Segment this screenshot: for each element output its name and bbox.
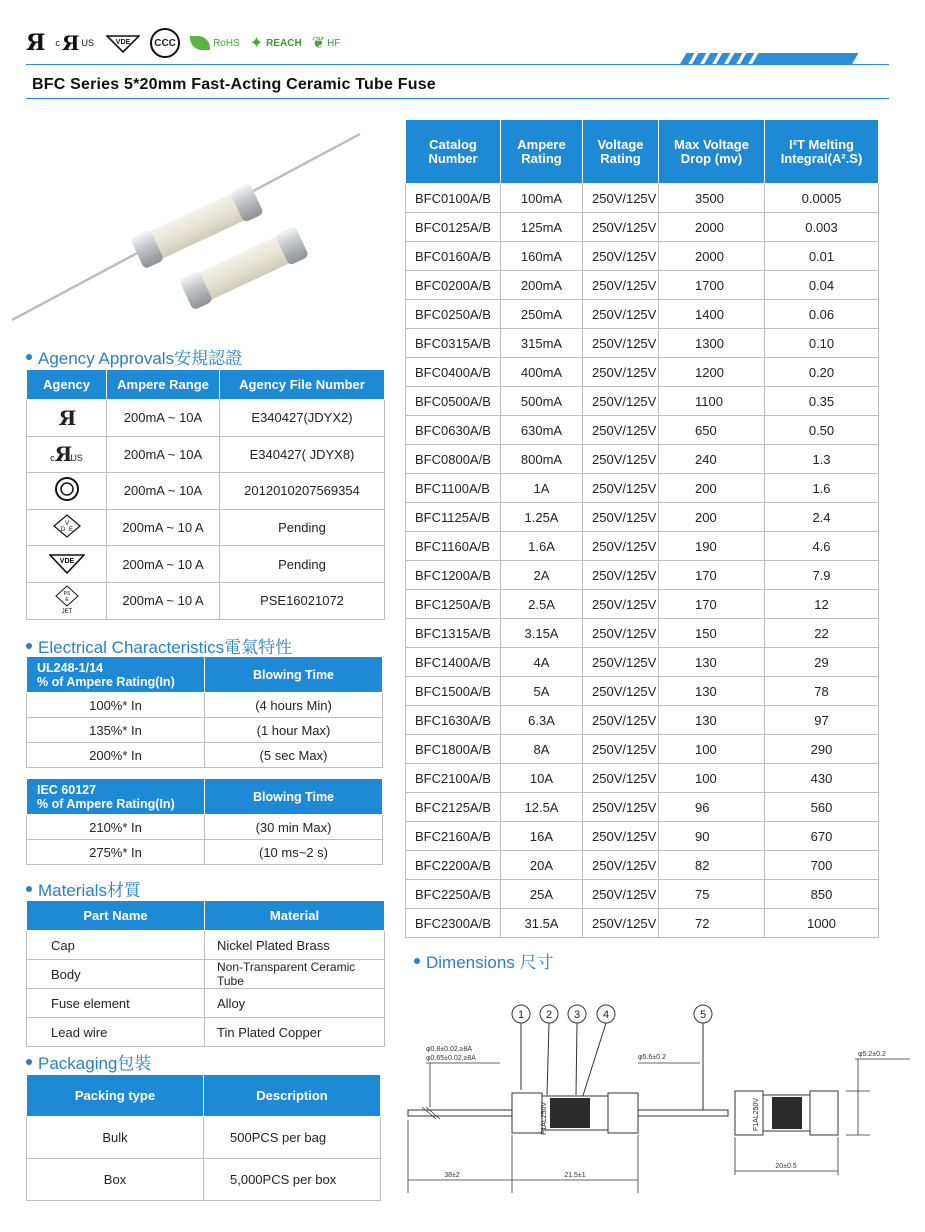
ampere-rating: 2.5A — [501, 590, 583, 619]
voltage-drop: 72 — [659, 909, 765, 938]
voltage-drop: 130 — [659, 706, 765, 735]
voltage-rating: 250V/125V — [583, 706, 659, 735]
table-row: 275%* In (10 ms~2 s) — [27, 840, 383, 865]
table-row: Body Non-Transparent Ceramic Tube — [27, 960, 385, 989]
catalog-number: BFC0250A/B — [406, 300, 501, 329]
catalog-number: BFC2250A/B — [406, 880, 501, 909]
hf-logo-icon: ❦ HF — [311, 35, 341, 52]
col-agency-file: Agency File Number — [220, 370, 385, 400]
table-row — [406, 474, 879, 503]
vde-d-icon — [27, 509, 107, 546]
ccc-logo-icon: CCC — [150, 28, 180, 58]
ampere-rating: 160mA — [501, 242, 583, 271]
col-blowing-time: Blowing Time — [205, 657, 383, 693]
i2t-value: 12 — [765, 590, 879, 619]
iec-blowing-table — [26, 778, 383, 865]
catalog-number: BFC1500A/B — [406, 677, 501, 706]
table-row — [406, 532, 879, 561]
table-row: 135%* In (1 hour Max) — [27, 718, 383, 743]
table-row — [406, 561, 879, 590]
callout-5: 5 — [699, 1009, 707, 1021]
ampere-rating: 315mA — [501, 329, 583, 358]
table-row — [406, 503, 879, 532]
ampere-rating: 125mA — [501, 213, 583, 242]
catalog-number: BFC1100A/B — [406, 474, 501, 503]
voltage-drop: 82 — [659, 851, 765, 880]
bullet-icon — [26, 643, 32, 649]
col-catalog-number: Catalog Number — [406, 120, 501, 184]
voltage-rating: 250V/125V — [583, 474, 659, 503]
table-row — [406, 909, 879, 938]
reach-logo-icon: ✦ REACH — [249, 35, 302, 52]
agency-table — [26, 369, 385, 620]
i2t-value: 850 — [765, 880, 879, 909]
electrical-heading: Electrical Characteristics電氣特性 — [26, 633, 292, 658]
i2t-value: 0.0005 — [765, 184, 879, 213]
voltage-rating: 250V/125V — [583, 329, 659, 358]
voltage-rating: 250V/125V — [583, 793, 659, 822]
col-voltage-rating: Voltage Rating — [583, 120, 659, 184]
voltage-rating: 250V/125V — [583, 648, 659, 677]
element-mesh-bare — [772, 1097, 802, 1129]
table-row — [406, 619, 879, 648]
ampere-rating: 20A — [501, 851, 583, 880]
table-row — [406, 735, 879, 764]
table-row: Я 200mA ~ 10A E340427(JDYX2) — [27, 400, 385, 437]
bullet-icon — [26, 886, 32, 892]
ampere-rating: 10A — [501, 764, 583, 793]
voltage-drop: 200 — [659, 503, 765, 532]
voltage-drop: 190 — [659, 532, 765, 561]
voltage-rating: 250V/125V — [583, 764, 659, 793]
i2t-value: 0.04 — [765, 271, 879, 300]
body-dia-label: φ5.2±0.2 — [858, 1051, 886, 1058]
table-row — [406, 184, 879, 213]
bullet-icon — [26, 354, 32, 360]
col-packing-type: Packing type — [27, 1075, 204, 1117]
i2t-value: 670 — [765, 822, 879, 851]
ampere-rating: 500mA — [501, 387, 583, 416]
voltage-rating: 250V/125V — [583, 416, 659, 445]
element-mesh — [550, 1098, 590, 1128]
dimensions-heading: Dimensions 尺寸 — [414, 948, 554, 973]
svg-text:D: D — [60, 527, 65, 534]
voltage-drop: 200 — [659, 474, 765, 503]
voltage-rating: 250V/125V — [583, 880, 659, 909]
col-description: Description — [204, 1075, 381, 1117]
i2t-value: 22 — [765, 619, 879, 648]
wire-dia-label-1: φ0.8±0.02,≥8A — [426, 1046, 473, 1053]
ampere-rating: 1.25A — [501, 503, 583, 532]
materials-heading: Materials材質 — [26, 876, 141, 901]
voltage-drop: 130 — [659, 648, 765, 677]
voltage-drop: 1200 — [659, 358, 765, 387]
table-row — [406, 358, 879, 387]
ampere-rating: 1.6A — [501, 532, 583, 561]
svg-text:E: E — [64, 597, 69, 604]
wire-dia-label-2: φ0.65±0.02,≥8A — [426, 1055, 476, 1062]
svg-text:JET: JET — [61, 609, 72, 615]
table-row — [406, 590, 879, 619]
callout-2: 2 — [545, 1009, 553, 1021]
voltage-drop: 1400 — [659, 300, 765, 329]
callout-1: 1 — [517, 1009, 525, 1021]
ampere-rating: 800mA — [501, 445, 583, 474]
table-row — [406, 213, 879, 242]
catalog-number: BFC2100A/B — [406, 764, 501, 793]
voltage-rating: 250V/125V — [583, 358, 659, 387]
i2t-value: 78 — [765, 677, 879, 706]
catalog-number: BFC1400A/B — [406, 648, 501, 677]
cap-dia-label: φ5.6±0.2 — [638, 1054, 666, 1061]
cul-icon: cЯUS — [27, 436, 107, 473]
voltage-drop: 90 — [659, 822, 765, 851]
col-i2t-melting: I²T Melting Integral(A².S) — [765, 120, 879, 184]
ampere-rating: 2A — [501, 561, 583, 590]
voltage-drop: 96 — [659, 793, 765, 822]
header-divider-bottom — [26, 98, 889, 99]
lead-length-label: 38±2 — [444, 1172, 460, 1179]
bullet-icon — [26, 1059, 32, 1065]
ampere-rating: 100mA — [501, 184, 583, 213]
voltage-rating: 250V/125V — [583, 619, 659, 648]
callout-3: 3 — [573, 1009, 581, 1021]
catalog-number: BFC0100A/B — [406, 184, 501, 213]
fuse-marking-bare: F1AL250V — [753, 1097, 760, 1131]
catalog-number: BFC1200A/B — [406, 561, 501, 590]
table-row — [406, 242, 879, 271]
ampere-rating: 12.5A — [501, 793, 583, 822]
ampere-rating: 3.15A — [501, 619, 583, 648]
ul-icon: Я — [27, 400, 107, 437]
i2t-value: 0.10 — [765, 329, 879, 358]
catalog-number: BFC2160A/B — [406, 822, 501, 851]
voltage-rating: 250V/125V — [583, 300, 659, 329]
ul-blowing-table — [26, 656, 383, 768]
ampere-rating: 16A — [501, 822, 583, 851]
i2t-value: 0.01 — [765, 242, 879, 271]
catalog-number: BFC0630A/B — [406, 416, 501, 445]
voltage-rating: 250V/125V — [583, 677, 659, 706]
voltage-rating: 250V/125V — [583, 532, 659, 561]
ampere-rating: 630mA — [501, 416, 583, 445]
table-row — [406, 880, 879, 909]
ampere-rating: 5A — [501, 677, 583, 706]
table-row: 200%* In (5 sec Max) — [27, 743, 383, 768]
i2t-value: 97 — [765, 706, 879, 735]
cul-logo-icon: c Я US — [55, 31, 95, 55]
i2t-value: 560 — [765, 793, 879, 822]
voltage-rating: 250V/125V — [583, 735, 659, 764]
ampere-rating: 200mA — [501, 271, 583, 300]
voltage-rating: 250V/125V — [583, 242, 659, 271]
col-max-voltage-drop: Max Voltage Drop (mv) — [659, 120, 765, 184]
ampere-rating: 1A — [501, 474, 583, 503]
ampere-rating: 31.5A — [501, 909, 583, 938]
catalog-number: BFC0800A/B — [406, 445, 501, 474]
ccc-icon — [27, 473, 107, 510]
i2t-value: 7.9 — [765, 561, 879, 590]
table-row: Lead wire Tin Plated Copper — [27, 1018, 385, 1047]
voltage-rating: 250V/125V — [583, 909, 659, 938]
table-row — [406, 416, 879, 445]
i2t-value: 430 — [765, 764, 879, 793]
catalog-number: BFC1125A/B — [406, 503, 501, 532]
catalog-number: BFC0400A/B — [406, 358, 501, 387]
col-ul-percent: UL248-1/14 % of Ampere Rating(In) — [27, 657, 205, 693]
col-agency: Agency — [27, 370, 107, 400]
vde-logo-icon — [106, 33, 140, 53]
voltage-drop: 1700 — [659, 271, 765, 300]
voltage-rating: 250V/125V — [583, 213, 659, 242]
i2t-value: 290 — [765, 735, 879, 764]
i2t-value: 29 — [765, 648, 879, 677]
catalog-table — [405, 119, 879, 938]
ampere-rating: 4A — [501, 648, 583, 677]
fuse-photo — [12, 128, 392, 328]
catalog-number: BFC1160A/B — [406, 532, 501, 561]
pse-jet-icon — [27, 582, 107, 619]
catalog-number: BFC0200A/B — [406, 271, 501, 300]
table-row: 200mA ~ 10A 2012010207569354 — [27, 473, 385, 510]
ampere-rating: 400mA — [501, 358, 583, 387]
voltage-drop: 75 — [659, 880, 765, 909]
fuse-marking: F1AL250V — [541, 1101, 548, 1135]
table-row — [406, 706, 879, 735]
table-row: cЯUS 200mA ~ 10A E340427( JDYX8) — [27, 436, 385, 473]
table-row: Box 5,000PCS per box — [27, 1159, 381, 1201]
table-row — [406, 300, 879, 329]
body-length-label: 20±0.5 — [775, 1163, 797, 1170]
catalog-number: BFC0315A/B — [406, 329, 501, 358]
table-row — [406, 329, 879, 358]
voltage-drop: 150 — [659, 619, 765, 648]
catalog-number: BFC0160A/B — [406, 242, 501, 271]
i2t-value: 700 — [765, 851, 879, 880]
col-iec-percent: IEC 60127 % of Ampere Rating(In) — [27, 779, 205, 815]
i2t-value: 0.20 — [765, 358, 879, 387]
table-row: 210%* In (30 min Max) — [27, 815, 383, 840]
i2t-value: 0.003 — [765, 213, 879, 242]
catalog-number: BFC1315A/B — [406, 619, 501, 648]
dimensions-drawing — [400, 995, 910, 1205]
ampere-rating: 6.3A — [501, 706, 583, 735]
catalog-number: BFC2300A/B — [406, 909, 501, 938]
bullet-icon — [414, 958, 420, 964]
table-row — [406, 851, 879, 880]
table-row — [406, 822, 879, 851]
packaging-table — [26, 1074, 381, 1201]
voltage-rating: 250V/125V — [583, 445, 659, 474]
catalog-number: BFC1800A/B — [406, 735, 501, 764]
col-part-name: Part Name — [27, 901, 205, 931]
certification-logos — [26, 28, 340, 58]
ampere-rating: 25A — [501, 880, 583, 909]
voltage-rating: 250V/125V — [583, 387, 659, 416]
i2t-value: 0.35 — [765, 387, 879, 416]
callout-4: 4 — [602, 1009, 610, 1021]
agency-heading: Agency Approvals安規認證 — [26, 344, 242, 369]
i2t-value: 2.4 — [765, 503, 879, 532]
col-material: Material — [205, 901, 385, 931]
table-row — [406, 764, 879, 793]
col-blowing-time: Blowing Time — [205, 779, 383, 815]
i2t-value: 1.6 — [765, 474, 879, 503]
vde-icon — [27, 546, 107, 583]
voltage-drop: 1300 — [659, 329, 765, 358]
packaging-heading: Packaging包裝 — [26, 1049, 151, 1074]
voltage-rating: 250V/125V — [583, 590, 659, 619]
header-divider-top — [26, 64, 889, 65]
table-row — [406, 793, 879, 822]
svg-text:V: V — [64, 521, 69, 528]
catalog-number: BFC0125A/B — [406, 213, 501, 242]
voltage-rating: 250V/125V — [583, 503, 659, 532]
voltage-rating: 250V/125V — [583, 271, 659, 300]
svg-text:VDE: VDE — [115, 39, 131, 46]
voltage-drop: 1100 — [659, 387, 765, 416]
i2t-value: 4.6 — [765, 532, 879, 561]
table-row: Fuse element Alloy — [27, 989, 385, 1018]
voltage-drop: 2000 — [659, 242, 765, 271]
body-length-lead-label: 21.5±1 — [564, 1172, 586, 1179]
rohs-logo-icon: RoHS — [190, 36, 240, 50]
catalog-number: BFC2125A/B — [406, 793, 501, 822]
catalog-number: BFC2200A/B — [406, 851, 501, 880]
table-row: 100%* In (4 hours Min) — [27, 693, 383, 718]
catalog-number: BFC1630A/B — [406, 706, 501, 735]
table-row — [406, 271, 879, 300]
voltage-drop: 3500 — [659, 184, 765, 213]
i2t-value: 0.50 — [765, 416, 879, 445]
voltage-drop: 170 — [659, 561, 765, 590]
table-row — [406, 648, 879, 677]
ul-logo-icon: Я — [26, 30, 44, 56]
svg-text:E: E — [68, 527, 73, 534]
voltage-drop: 170 — [659, 590, 765, 619]
table-row — [406, 677, 879, 706]
voltage-drop: 100 — [659, 764, 765, 793]
i2t-value: 0.06 — [765, 300, 879, 329]
svg-text:PS: PS — [63, 591, 70, 598]
voltage-rating: 250V/125V — [583, 184, 659, 213]
catalog-number: BFC1250A/B — [406, 590, 501, 619]
voltage-rating: 250V/125V — [583, 851, 659, 880]
col-ampere-range: Ampere Range — [107, 370, 220, 400]
svg-text:VDE: VDE — [59, 557, 74, 565]
voltage-rating: 250V/125V — [583, 822, 659, 851]
page-title: BFC Series 5*20mm Fast-Acting Ceramic Tube Fuse — [32, 76, 436, 93]
table-row — [406, 387, 879, 416]
voltage-drop: 2000 — [659, 213, 765, 242]
table-row: Cap Nickel Plated Brass — [27, 931, 385, 960]
col-ampere-rating: Ampere Rating — [501, 120, 583, 184]
i2t-value: 1000 — [765, 909, 879, 938]
table-row: Bulk 500PCS per bag — [27, 1117, 381, 1159]
voltage-drop: 650 — [659, 416, 765, 445]
table-row: V D E 200mA ~ 10 A Pending — [27, 509, 385, 546]
catalog-number: BFC0500A/B — [406, 387, 501, 416]
table-row: VDE 200mA ~ 10 A Pending — [27, 546, 385, 583]
ampere-rating: 250mA — [501, 300, 583, 329]
table-row: PS E JET 200mA ~ 10 A PSE16021072 — [27, 582, 385, 619]
ampere-rating: 8A — [501, 735, 583, 764]
voltage-drop: 100 — [659, 735, 765, 764]
materials-table — [26, 900, 385, 1047]
i2t-value: 1.3 — [765, 445, 879, 474]
voltage-drop: 240 — [659, 445, 765, 474]
table-row — [406, 445, 879, 474]
voltage-rating: 250V/125V — [583, 561, 659, 590]
voltage-drop: 130 — [659, 677, 765, 706]
